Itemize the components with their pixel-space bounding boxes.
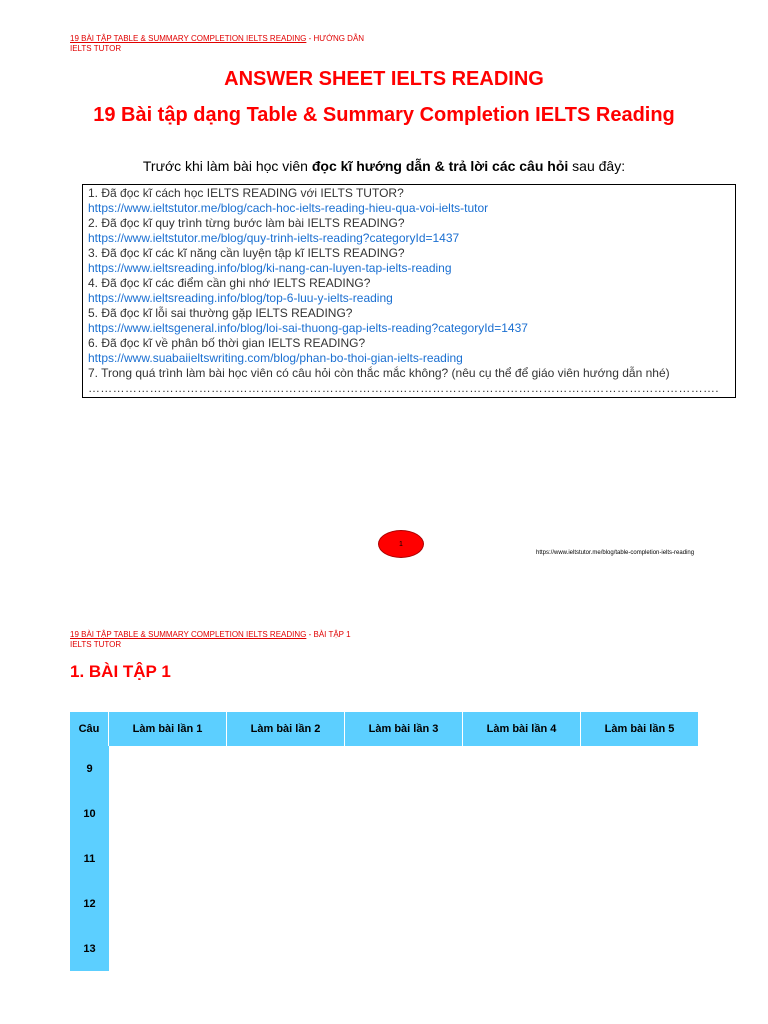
table-header-row [70, 712, 699, 746]
answer-cell[interactable] [227, 836, 345, 881]
question-link[interactable]: https://www.ieltstutor.me/blog/cach-hoc-ielts-reading-hieu-qua-voi-ielts-tutor [88, 201, 489, 215]
answer-cell[interactable] [227, 926, 345, 971]
question-item: 3. Đã đọc kĩ các kĩ năng cần luyện tập kĩ IELTS READING? [88, 246, 405, 260]
answer-cell[interactable] [227, 791, 345, 836]
intro-bold: đọc kĩ hướng dẫn & trả lời các câu hỏi [311, 158, 569, 174]
answer-cell[interactable] [109, 746, 227, 791]
table-body [70, 746, 699, 971]
answer-cell[interactable] [227, 881, 345, 926]
answer-cell[interactable] [463, 746, 581, 791]
question-list [88, 186, 730, 366]
answer-cell[interactable] [581, 836, 699, 881]
question-item: 1. Đã đọc kĩ cách học IELTS READING với IELTS TUTOR? [88, 186, 404, 200]
answer-cell[interactable] [109, 836, 227, 881]
answer-cell[interactable] [581, 791, 699, 836]
header-brand: IELTS TUTOR [70, 44, 122, 53]
question-last: 7. Trong quá trình làm bài học viên có câu hỏi còn thắc mắc không? (nêu cụ thể để giáo viên hướng dẫn nhé) [88, 366, 670, 380]
answer-cell[interactable] [463, 881, 581, 926]
question-item: 5. Đã đọc kĩ lỗi sai thường gặp IELTS READING? [88, 306, 353, 320]
answer-cell[interactable] [109, 926, 227, 971]
answer-cell[interactable] [581, 746, 699, 791]
answer-cell[interactable] [581, 926, 699, 971]
question-number: 10 [70, 791, 109, 836]
header-attempt-2: Làm bài lần 2 [227, 712, 345, 746]
exercise-title: 1. BÀI TẬP 1 [70, 662, 171, 681]
answer-cell[interactable] [345, 881, 463, 926]
question-link[interactable]: https://www.suabaiieltswriting.com/blog/phan-bo-thoi-gian-ielts-reading [88, 351, 463, 365]
page-title: ANSWER SHEET IELTS READING [224, 68, 544, 90]
page-number-badge: 1 [378, 530, 424, 558]
table-row [70, 746, 699, 791]
table-row [70, 926, 699, 971]
header-suffix: - BÀI TẬP 1 [306, 630, 351, 639]
question-box [82, 184, 736, 398]
header-attempt-1: Làm bài lần 1 [109, 712, 227, 746]
header-link[interactable]: 19 BÀI TẬP TABLE & SUMMARY COMPLETION IELTS READING [70, 34, 307, 43]
question-number: 9 [70, 746, 109, 791]
question-number: 12 [70, 881, 109, 926]
page-subtitle: 19 Bài tập dạng Table & Summary Completion IELTS Reading [93, 104, 675, 126]
question-item: 2. Đã đọc kĩ quy trình từng bước làm bài IELTS READING? [88, 216, 405, 230]
question-link[interactable]: https://www.ieltsgeneral.info/blog/loi-sai-thuong-gap-ielts-reading?categoryId=1437 [88, 321, 528, 335]
answer-cell[interactable] [345, 746, 463, 791]
question-link[interactable]: https://www.ieltsreading.info/blog/top-6-luu-y-ielts-reading [88, 291, 393, 305]
header-attempt-5: Làm bài lần 5 [581, 712, 699, 746]
intro-before: Trước khi làm bài học viên [142, 158, 312, 174]
page-header [70, 630, 351, 650]
answer-cell[interactable] [345, 926, 463, 971]
answer-dots[interactable]: ………………………………………………………………………………………………………………………………………. [88, 381, 719, 395]
question-item: 4. Đã đọc kĩ các điểm cần ghi nhớ IELTS READING? [88, 276, 371, 290]
question-item: 6. Đã đọc kĩ về phân bố thời gian IELTS READING? [88, 336, 366, 350]
header-brand: IELTS TUTOR [70, 640, 122, 649]
answer-cell[interactable] [227, 746, 345, 791]
table-row [70, 881, 699, 926]
answer-cell[interactable] [581, 881, 699, 926]
header-attempt-3: Làm bài lần 3 [345, 712, 463, 746]
answer-cell[interactable] [463, 791, 581, 836]
header-cau: Câu [70, 712, 109, 746]
answer-cell[interactable] [463, 836, 581, 881]
page-header [70, 34, 364, 54]
question-link[interactable]: https://www.ieltstutor.me/blog/quy-trinh-ielts-reading?categoryId=1437 [88, 231, 460, 245]
answer-cell[interactable] [109, 791, 227, 836]
answer-cell[interactable] [109, 881, 227, 926]
intro-after: sau đây: [568, 158, 626, 174]
footer-url[interactable]: https://www.ieltstutor.me/blog/table-completion-ielts-reading [536, 550, 695, 556]
table-row [70, 836, 699, 881]
page-2 [0, 570, 768, 1024]
answer-cell[interactable] [463, 926, 581, 971]
header-suffix: - HƯỚNG DẪN [306, 34, 365, 43]
table-row [70, 791, 699, 836]
header-attempt-4: Làm bài lần 4 [463, 712, 581, 746]
intro-text [0, 158, 768, 174]
answer-cell[interactable] [345, 791, 463, 836]
question-number: 11 [70, 836, 109, 881]
answer-cell[interactable] [345, 836, 463, 881]
question-link[interactable]: https://www.ieltsreading.info/blog/ki-nang-can-luyen-tap-ielts-reading [88, 261, 452, 275]
answer-table [70, 712, 699, 971]
question-number: 13 [70, 926, 109, 971]
header-link[interactable]: 19 BÀI TẬP TABLE & SUMMARY COMPLETION IELTS READING [70, 630, 307, 639]
